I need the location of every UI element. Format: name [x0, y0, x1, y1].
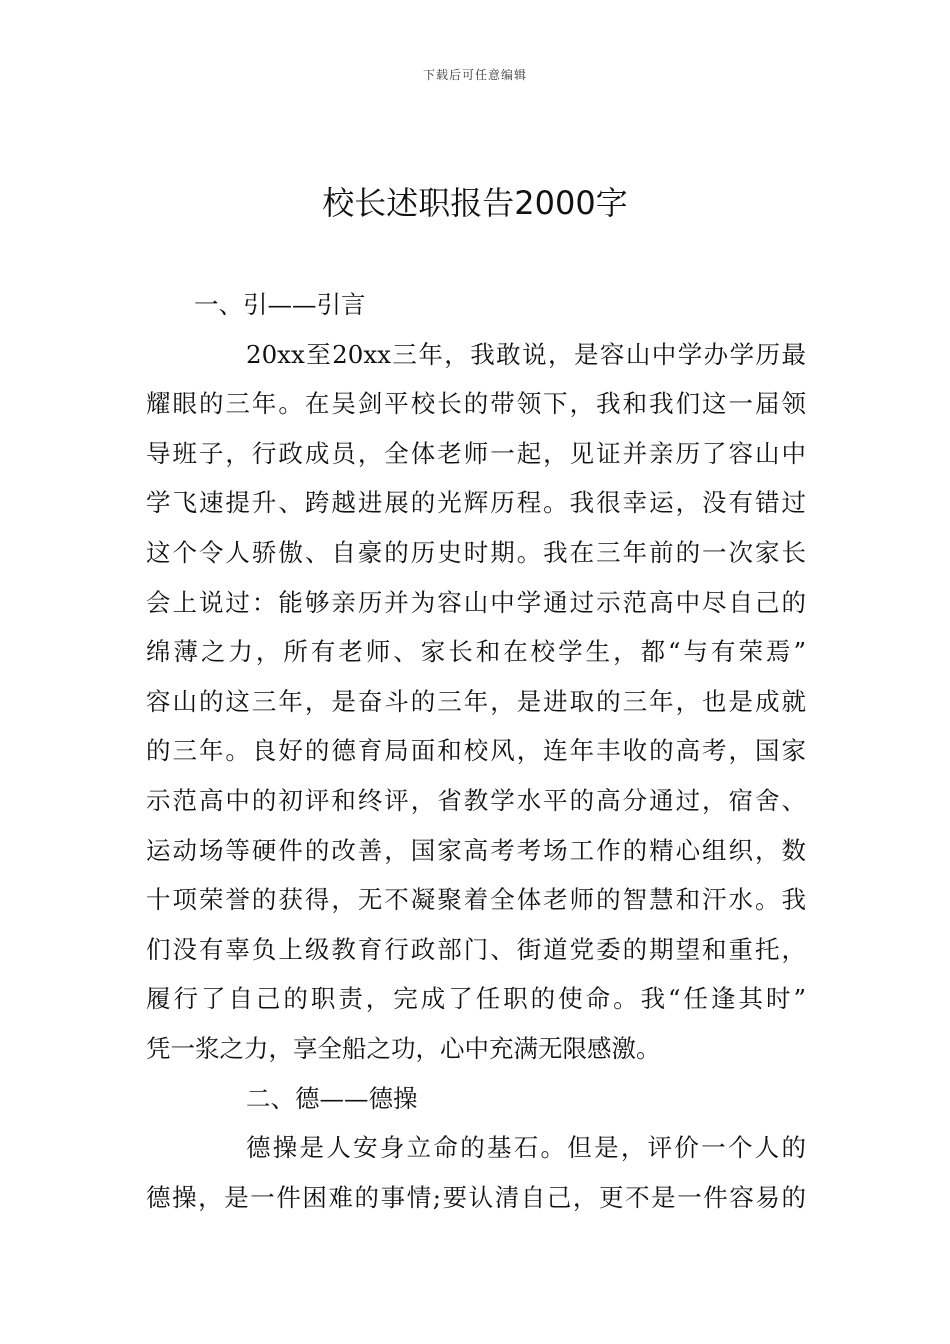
section-heading: 一、引——引言	[194, 290, 366, 319]
paragraph-line: 导班子，行政成员，全体老师一起，见证并亲历了容山中	[146, 438, 806, 468]
paragraph-line: 示范高中的初评和终评，省教学水平的高分通过，宿舍、	[146, 785, 806, 815]
paragraph-line: 的三年。良好的德育局面和校风，连年丰收的高考，国家	[146, 736, 806, 766]
paragraph-line: 德操是人安身立命的基石。但是，评价一个人的	[246, 1133, 806, 1163]
paragraph-line: 运动场等硬件的改善，国家高考考场工作的精心组织，数	[146, 835, 806, 865]
document-title: 校长述职报告2000字	[322, 184, 628, 222]
paragraph-line: 凭一浆之力，享全船之功，心中充满无限感激。	[146, 1033, 661, 1063]
header-note: 下载后可任意编辑	[422, 68, 527, 82]
paragraph-line: 这个令人骄傲、自豪的历史时期。我在三年前的一次家长	[146, 537, 806, 567]
paragraph-line: 20xx至20xx三年，我敢说，是容山中学办学历最	[246, 339, 806, 369]
paragraph-line: 履行了自己的职责，完成了任职的使命。我“任逢其时”	[146, 984, 806, 1014]
paragraph-line: 十项荣誉的获得，无不凝聚着全体老师的智慧和汗水。我	[146, 885, 806, 915]
paragraph-line: 会上说过：能够亲历并为容山中学通过示范高中尽自己的	[146, 587, 806, 617]
section-heading: 二、德——德操	[246, 1083, 418, 1113]
paragraph-line: 绵薄之力，所有老师、家长和在校学生，都“与有荣焉”	[146, 637, 806, 667]
paragraph-line: 容山的这三年，是奋斗的三年，是进取的三年，也是成就	[146, 686, 806, 716]
document-body	[146, 280, 806, 1222]
paragraph-line: 德操，是一件困难的事情;要认清自己，更不是一件容易的	[146, 1182, 806, 1212]
paragraph-line: 耀眼的三年。在吴剑平校长的带领下，我和我们这一届领	[146, 389, 806, 419]
paragraph-line: 学飞速提升、跨越进展的光辉历程。我很幸运，没有错过	[146, 488, 806, 518]
paragraph-line: 们没有辜负上级教育行政部门、街道党委的期望和重托，	[146, 934, 806, 964]
